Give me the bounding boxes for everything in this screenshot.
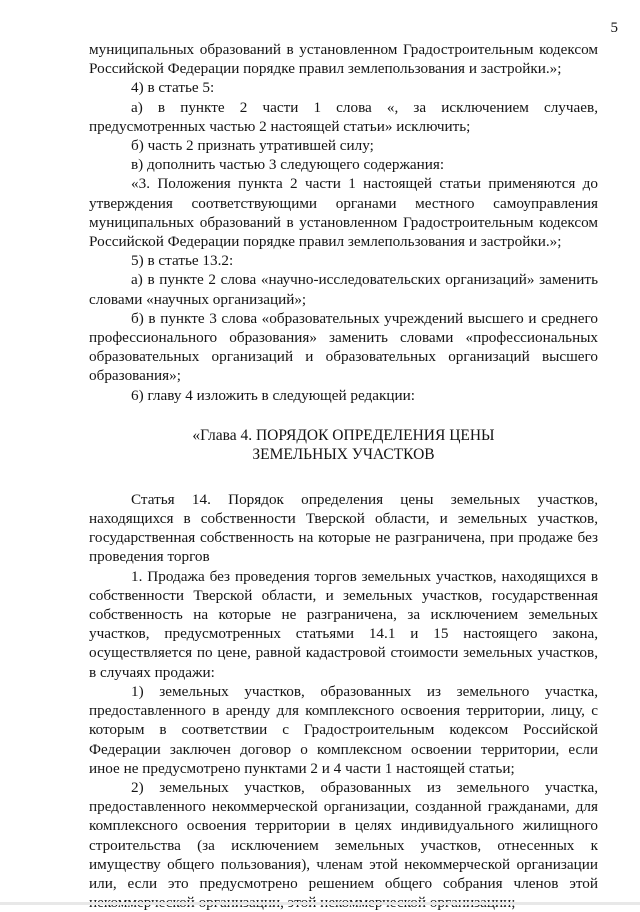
text-line: утверждения соответствующими органами местного самоуправления — [89, 194, 598, 212]
paragraph — [89, 682, 598, 778]
paragraph — [89, 490, 598, 567]
paragraph — [89, 309, 598, 386]
paragraph — [89, 251, 598, 270]
text-line: участков, предусмотренных статьями 14.1 и 15 настоящего закона, — [89, 625, 598, 643]
page-number: 5 — [610, 20, 618, 36]
text-line: Статья 14. Порядок определения цены земельных участков, — [131, 490, 598, 508]
paragraph — [89, 98, 598, 136]
text-line: или, если это предусмотрено решением общего собрания членов этой — [89, 874, 598, 892]
chapter-heading-line-1: «Глава 4. ПОРЯДОК ОПРЕДЕЛЕНИЯ ЦЕНЫ — [192, 426, 495, 444]
text-line: б) в пункте 3 слова «образовательных учреждений высшего и среднего — [131, 309, 598, 327]
text-line: 6) главу 4 изложить в следующей редакции: — [131, 386, 416, 404]
text-line: собственности Тверской области, и земельных участков, государственная — [89, 586, 598, 604]
text-line: строительства (за исключением земельных участков, отнесенных к — [89, 836, 598, 854]
text-line: а) в пункте 2 части 1 слова «, за исключением случаев, — [131, 98, 598, 116]
amendments-block — [89, 40, 598, 405]
text-line: которым в соответствии с Градостроительным кодексом Российской — [89, 721, 598, 739]
text-line: профессионального образования» заменить словами «профессиональных — [89, 329, 598, 347]
document-body — [89, 40, 598, 912]
paragraph — [89, 270, 598, 308]
text-line: проведения торгов — [89, 548, 210, 566]
chapter-body-block — [89, 490, 598, 912]
text-line: комплексного освоения территории в целях индивидуального жилищного — [89, 817, 598, 835]
text-line: словами «научных организаций»; — [89, 290, 307, 308]
text-line: в) дополнить частью 3 следующего содержания: — [131, 156, 445, 174]
paragraph — [89, 136, 598, 155]
text-line: 1. Продажа без проведения торгов земельных участков, находящихся в — [131, 567, 598, 585]
paragraph — [89, 778, 598, 912]
text-line: осуществляется по цене, равной кадастровой стоимости земельных участков, — [89, 644, 598, 662]
paragraph — [89, 174, 598, 251]
text-line: Федерации заключен договор о комплексном освоении территории, если — [89, 740, 598, 758]
text-line: Российской Федерации порядке правил землепользования и застройки.»; — [89, 60, 562, 78]
text-line: образовательных организаций и образовательных организаций высшего — [89, 348, 598, 366]
text-line: предусмотренных частью 2 настоящей статьи» исключить; — [89, 117, 471, 135]
text-line: собственность на которые не разграничена, за исключением земельных — [89, 606, 598, 624]
text-line: предоставленного в аренду для комплексного освоения территории, лицу, с — [89, 702, 598, 720]
text-line: находящихся в собственности Тверской области, и земельных участков, — [89, 510, 598, 528]
paragraph — [89, 78, 598, 97]
paragraph — [89, 40, 598, 78]
text-line: предоставленного некоммерческой организации, созданной гражданами, для — [89, 798, 598, 816]
text-line: Российской Федерации порядке правил землепользования и застройки.»; — [89, 233, 562, 251]
text-line: «3. Положения пункта 2 части 1 настоящей статьи применяются до — [131, 175, 598, 193]
chapter-heading-line-2: ЗЕМЕЛЬНЫХ УЧАСТКОВ — [252, 445, 435, 463]
text-line: иное не предусмотрено пунктами 2 и 4 части 1 настоящей статьи; — [89, 759, 515, 777]
text-line: 5) в статье 13.2: — [131, 252, 234, 270]
text-line: муниципальных образований в установленном Градостроительным кодексом — [89, 213, 598, 231]
text-line: имуществу общего пользования), членам этой некоммерческой организации — [89, 855, 598, 873]
text-line: в случаях продажи: — [89, 663, 215, 681]
text-line: 4) в статье 5: — [131, 79, 215, 97]
text-line: 1) земельных участков, образованных из земельного участка, — [131, 682, 598, 700]
text-line: государственная собственность на которые не разграничена, при продаже без — [89, 529, 598, 547]
text-line: образования»; — [89, 367, 181, 385]
paragraph — [89, 567, 598, 682]
text-line: 2) земельных участков, образованных из земельного участка, — [131, 778, 598, 796]
text-line: а) в пункте 2 слова «научно-исследовательских организаций» заменить — [131, 271, 598, 289]
text-line: б) часть 2 признать утратившей силу; — [131, 137, 374, 155]
text-line: муниципальных образований в установленном Градостроительным кодексом — [89, 41, 598, 58]
paragraph — [89, 386, 598, 405]
paragraph — [89, 155, 598, 174]
